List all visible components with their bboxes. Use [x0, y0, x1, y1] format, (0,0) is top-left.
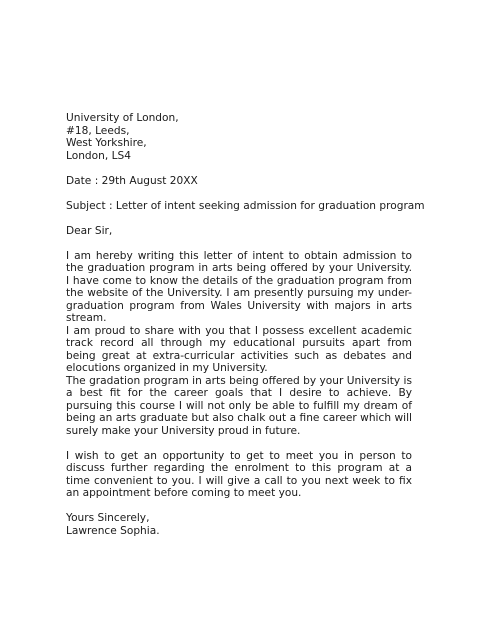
recipient-address — [66, 112, 412, 162]
letter-date: Date : 29th August 20XX — [66, 174, 198, 187]
spacer — [66, 237, 412, 250]
letter-subject: Subject : Letter of intent seeking admission for graduation program — [66, 199, 425, 212]
body-paragraph-1: I am hereby writing this letter of intent to obtain admission to the graduation program in arts being offered by your University. I have come to know the details of the graduation program from the website of the University. I am presently pursuing my under-graduation program from Wales University with majors in arts stream. — [66, 249, 412, 324]
spacer — [66, 162, 412, 175]
spacer — [66, 437, 412, 450]
address-line-2: #18, Leeds, — [66, 124, 130, 137]
address-line-4: London, LS4 — [66, 149, 131, 162]
closing: Yours Sincerely, — [66, 512, 150, 524]
body-paragraph-4: I wish to get an opportunity to get to meet you in person to discuss further regarding the enrolment to this program at a time convenient to you. I will give a call to you next week to fix an appointment before coming to meet you. — [66, 449, 412, 499]
address-line-1: University of London, — [66, 112, 179, 124]
salutation: Dear Sir, — [66, 224, 113, 237]
spacer — [66, 187, 412, 200]
letter-body — [66, 112, 425, 537]
body-paragraph-2: I am proud to share with you that I possess excellent academic track record all through my educational pursuits apart from being great at extra-curricular activities such as debates and elocutions organized in my University. — [66, 324, 412, 374]
body-paragraph-3: The gradation program in arts being offered by your University is a best fit for the career goals that I desire to achieve. By pursuing this course I will not only be able to fulfill my dream of being an arts graduate but also chalk out a fine career which will surely make your University proud in future. — [66, 374, 412, 437]
spacer — [66, 500, 412, 513]
signature-name: Lawrence Sophia. — [66, 524, 160, 537]
spacer — [66, 212, 412, 225]
address-line-3: West Yorkshire, — [66, 137, 147, 149]
